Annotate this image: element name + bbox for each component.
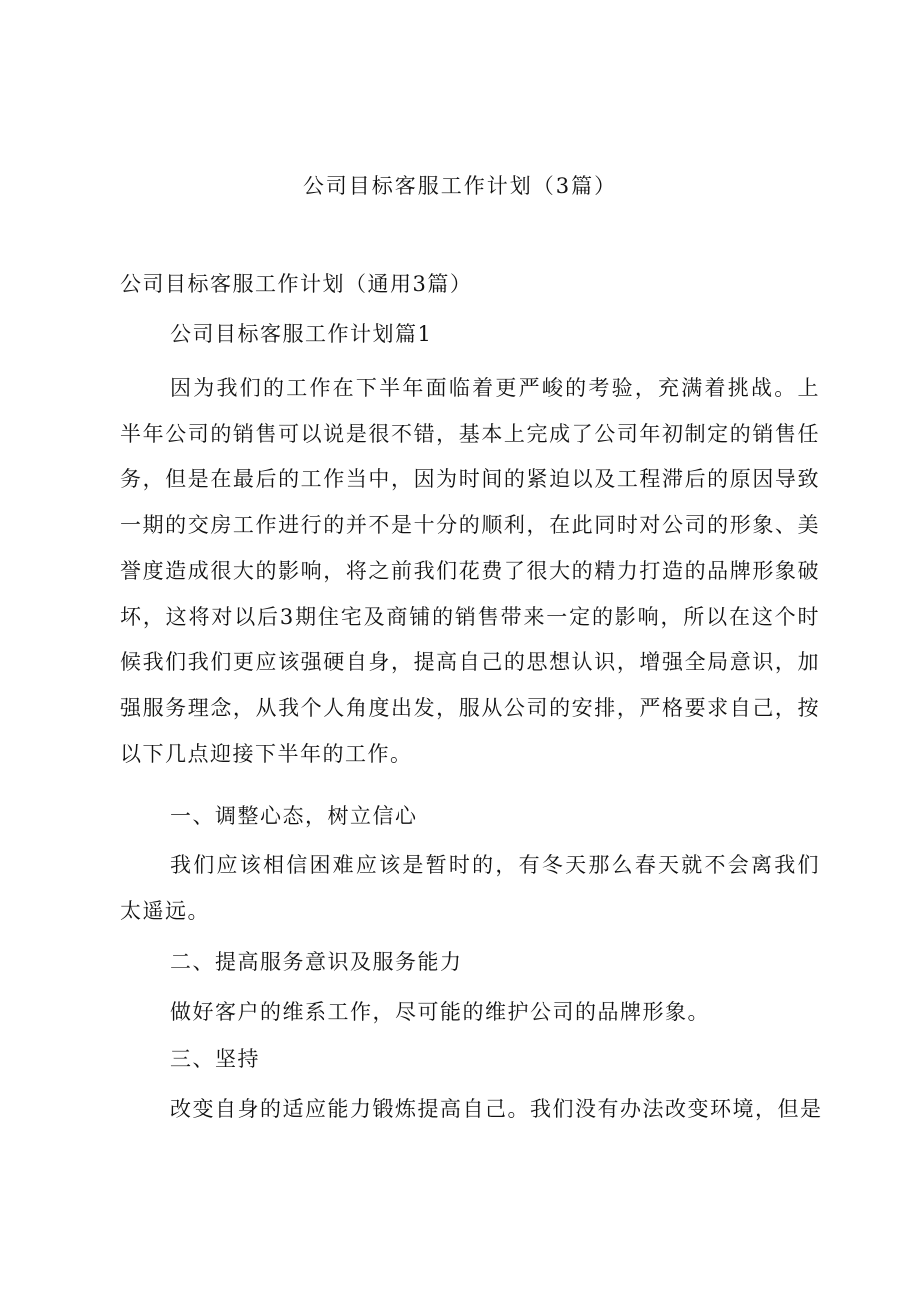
document-subtitle: 公司目标客服工作计划（通用3篇） [120,272,473,296]
section-title: 公司目标客服工作计划篇1 [170,322,433,346]
body-paragraph: 做好客户的维系工作，尽可能的维护公司的品牌形象。 [170,1000,710,1024]
body-paragraph: 我们应该相信困难应该是暂时的，有冬天那么春天就不会离我们太遥远。 [120,853,820,923]
body-paragraph: 改变自身的适应能力锻炼提高自己。我们没有办法改变环境，但是 [170,1097,823,1121]
heading-service-awareness: 二、提高服务意识及服务能力 [170,950,463,974]
heading-adjust-mindset: 一、调整心态，树立信心 [170,804,418,828]
body-paragraph: 因为我们的工作在下半年面临着更严峻的考验，充满着挑战。上半年公司的销售可以说是很不错，基本上完成了公司年初制定的销售任务，但是在最后的工作当中，因为时间的紧迫以及工程滞后的原因导致一期的交房工作进行的并不是十分的顺利，在此同时对公司的形象、美誉度造成很大的影响，将之前我们花费了很大的精力打造的品牌形象破坏，这将对以后3期住宅及商铺的销售带来一定的影响，所以在这个时候我们我们更应该强硬自身，提高自己的思想认识，增强全局意识，加强服务理念，从我个人角度出发，服从公司的安排，严格要求自己，按以下几点迎接下半年的工作。 [120,376,820,766]
heading-persist: 三、坚持 [170,1047,260,1071]
document-title: 公司目标客服工作计划（3篇） [302,174,618,198]
